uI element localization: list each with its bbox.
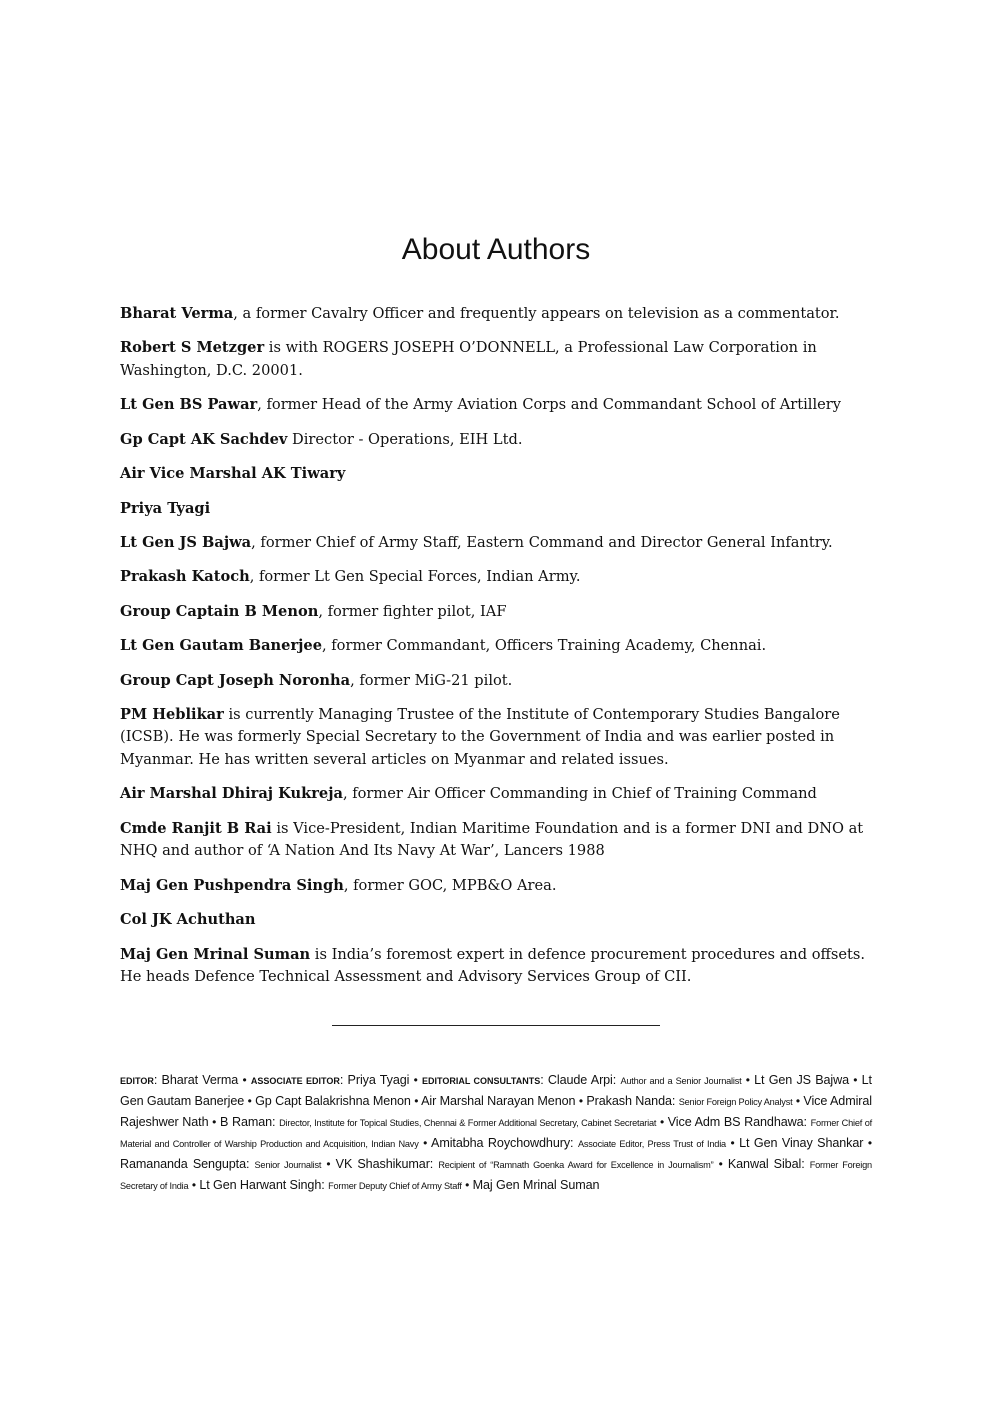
bullet-separator: •: [423, 1136, 428, 1150]
author-entry: [120, 818, 872, 863]
section-divider: [332, 1025, 660, 1026]
author-name: Lt Gen JS Bajwa: [120, 533, 252, 551]
consultant-name: Gp Capt Balakrishna Menon: [255, 1094, 411, 1108]
consultant-description: Associate Editor, Press Trust of India: [577, 1139, 726, 1149]
bullet-separator: •: [659, 1115, 665, 1129]
bullet-separator: •: [867, 1136, 872, 1150]
author-description: , former GOC, MPB&O Area.: [343, 876, 557, 894]
author-name: Group Captain B Menon: [120, 602, 319, 620]
author-name: Maj Gen Pushpendra Singh: [120, 876, 344, 894]
consultant-name: Kanwal Sibal: [727, 1157, 802, 1171]
bullet-separator: •: [718, 1157, 723, 1171]
consultants-label: EDITORIAL CONSULTANTS: [422, 1076, 541, 1086]
author-entry: [120, 566, 872, 589]
author-name: PM Heblikar: [120, 705, 224, 723]
editorial-credits: EDITOR: Bharat Verma • ASSOCIATE EDITOR: Priya Tyagi • EDITORIAL CONSULTANTS: Claude Arpi: Author and a Senior Journalist • Lt Gen JS Bajwa • Lt Gen Gautam Banerjee • Gp Capt Balakrishna Menon • Air Marshal Narayan Menon • Prakash Nanda: Senior Foreign Policy Analyst • Vice Admiral Rajeshwer Nath • B Raman: Director, Institute for Topical Studies, Chennai & Former Additional Secretary, Cabinet Secretariat • Vice Adm BS Randhawa: Former Chief of Material and Controller of Warship Production and Acquisition, Indian Navy • Amitabha Roychowdhury: Associate Editor, Press Trust of India • Lt Gen Vinay Shankar • Ramananda Sengupta: Senior Journalist • VK Shashikumar: Recipient of “Ramnath Goenka Award for Excellence in Journalism” • Kanwal Sibal: Former Foreign Secretary of India • Lt Gen Harwant Singh: Former Deputy Chief of Army Staff • Maj Gen Mrinal Suman: [120, 1073, 872, 1192]
author-description: , former Head of the Army Aviation Corps and Commandant School of Artillery: [257, 396, 841, 414]
author-name: Cmde Ranjit B Rai: [120, 819, 272, 837]
author-description: is Vice-President, Indian Maritime Foundation and is a former DNI and DNO at NHQ and author of ‘A Nation And Its Navy At War’, Lancers 1988: [120, 819, 864, 860]
consultant-description: Senior Journalist: [254, 1160, 322, 1170]
author-name: Robert S Metzger: [120, 339, 265, 357]
consultant-name: VK Shashikumar: [335, 1157, 430, 1171]
bullet-separator: •: [212, 1115, 217, 1129]
author-name: Air Vice Marshal AK Tiwary: [120, 465, 346, 483]
consultant-description: Former Deputy Chief of Army Staff: [328, 1181, 462, 1191]
author-entry: [120, 498, 872, 521]
author-entry: [120, 944, 872, 989]
bullet-separator: •: [414, 1094, 419, 1108]
page-title: About Authors: [401, 233, 591, 266]
consultant-name: Lt Gen Vinay Shankar: [739, 1136, 864, 1150]
consultant-description: Recipient of “Ramnath Goenka Award for Excellence in Journalism”: [438, 1160, 714, 1170]
author-entry: [120, 704, 872, 772]
author-entry: [120, 394, 872, 417]
author-entry: [120, 635, 872, 658]
consultant-name: Lt Gen Harwant Singh: [199, 1178, 322, 1192]
consultant-name: Lt Gen Gautam Banerjee: [120, 1073, 872, 1108]
author-description: Director - Operations, EIH Ltd.: [287, 430, 523, 448]
author-name: Lt Gen Gautam Banerjee: [120, 637, 322, 655]
author-description: , former fighter pilot, IAF: [318, 602, 507, 620]
bullet-separator: •: [326, 1157, 331, 1171]
associate-editor-name: Priya Tyagi: [347, 1073, 410, 1087]
author-name: Bharat Verma: [120, 305, 234, 322]
author-entry: [120, 532, 872, 555]
author-entry: [120, 429, 872, 452]
bullet-separator: •: [247, 1094, 252, 1108]
author-entry: [120, 875, 872, 898]
consultant-name: B Raman: [219, 1115, 273, 1129]
associate-editor-label: ASSOCIATE EDITOR: [250, 1076, 340, 1086]
author-description: is currently Managing Trustee of the Institute of Contemporary Studies Bangalore (ICSB). He was formerly Special Secretary to the Government of India and was earlier posted in Myanmar. He has written several articles on Myanmar and related issues.: [120, 705, 840, 769]
consultant-name: Claude Arpi: [547, 1073, 613, 1087]
consultant-name: Vice Adm BS Randhawa: [667, 1115, 804, 1129]
consultant-name: Amitabha Roychowdhury: [431, 1136, 571, 1150]
author-name: Lt Gen BS Pawar: [120, 396, 258, 414]
author-description: is with ROGERS JOSEPH O’DONNELL, a Professional Law Corporation in Washington, D.C. 20001.: [120, 339, 817, 379]
author-name: Maj Gen Mrinal Suman: [120, 945, 311, 963]
author-description: , former Chief of Army Staff, Eastern Command and Director General Infantry.: [251, 533, 833, 551]
author-entry: [120, 783, 872, 806]
author-list: [120, 303, 872, 1001]
author-entry: [120, 601, 872, 624]
bullet-separator: •: [242, 1073, 247, 1087]
bullet-separator: •: [578, 1094, 583, 1108]
author-description: , former MiG-21 pilot.: [350, 671, 513, 689]
author-description: , a former Cavalry Officer and frequently appears on television as a commentator.: [233, 305, 840, 322]
author-description: , former Air Officer Commanding in Chief of Training Command: [342, 785, 817, 803]
consultant-name: Maj Gen Mrinal Suman: [472, 1178, 600, 1192]
bullet-separator: •: [795, 1094, 800, 1108]
consultant-description: Former Chief of Material and Controller of Warship Production and Acquisition, Indian Navy: [120, 1118, 872, 1149]
author-name: Prakash Katoch: [120, 568, 250, 586]
bullet-separator: •: [745, 1073, 750, 1087]
consultant-description: Former Foreign Secretary of India: [120, 1160, 872, 1191]
consultant-name: Air Marshal Narayan Menon: [421, 1094, 576, 1108]
author-description: , former Commandant, Officers Training Academy, Chennai.: [322, 637, 767, 655]
bullet-separator: •: [413, 1073, 418, 1087]
bullet-separator: •: [853, 1073, 858, 1087]
consultant-description: Author and a Senior Journalist: [620, 1076, 742, 1086]
author-entry: [120, 303, 872, 326]
author-description: is India’s foremost expert in defence procurement procedures and offsets. He heads Defence Technical Assessment and Advisory Services Group of CII.: [120, 945, 865, 986]
author-name: Priya Tyagi: [120, 499, 211, 517]
author-description: , former Lt Gen Special Forces, Indian Army.: [249, 568, 581, 586]
author-entry: [120, 337, 872, 382]
author-entry: [120, 670, 872, 693]
bullet-separator: •: [730, 1136, 735, 1150]
bullet-separator: •: [191, 1178, 196, 1192]
consultant-description: Director, Institute for Topical Studies, Chennai & Former Additional Secretary, Cabinet Secretariat: [279, 1118, 657, 1128]
author-name: Gp Capt AK Sachdev: [120, 430, 288, 448]
author-name: Col JK Achuthan: [120, 911, 256, 929]
consultant-description: Senior Foreign Policy Analyst: [678, 1097, 793, 1107]
bullet-separator: •: [465, 1178, 470, 1192]
author-name: Air Marshal Dhiraj Kukreja: [120, 785, 343, 803]
editor-label: EDITOR: [120, 1076, 154, 1086]
consultant-name: Vice Admiral Rajeshwer Nath: [120, 1094, 872, 1129]
editor-name: Bharat Verma: [161, 1073, 239, 1087]
author-entry: [120, 909, 872, 932]
author-name: Group Capt Joseph Noronha: [120, 671, 351, 689]
consultant-name: Ramananda Sengupta: [120, 1157, 246, 1171]
consultant-name: Lt Gen JS Bajwa: [754, 1073, 850, 1087]
author-entry: [120, 463, 872, 486]
consultant-name: Prakash Nanda: [586, 1094, 672, 1108]
